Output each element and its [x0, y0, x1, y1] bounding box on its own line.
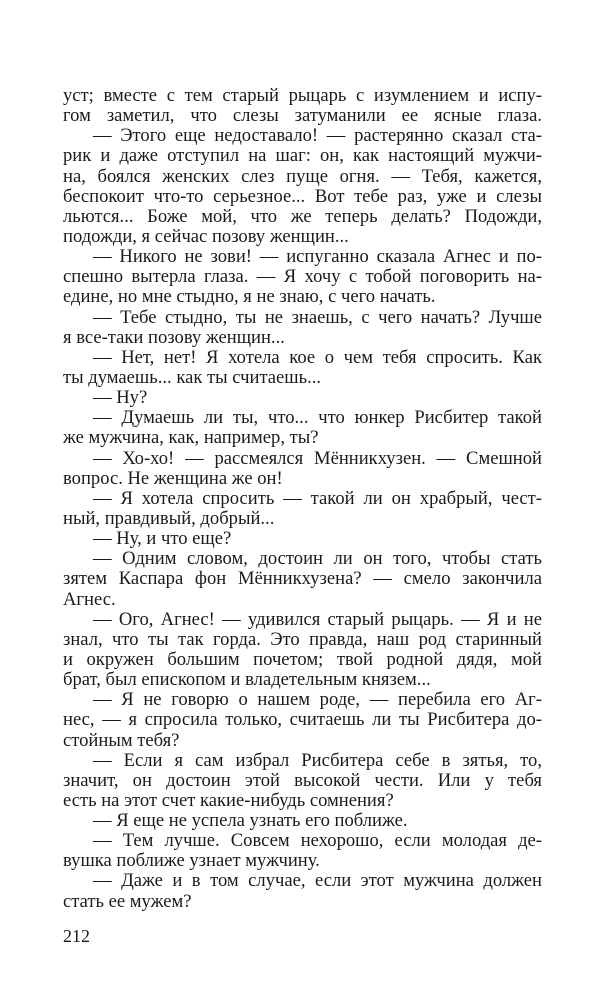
text-line: — Я хотела спросить — такой ли он храбрый, чест- — [93, 487, 542, 509]
text-line: и окружен большим почетом; твой родной дядя, мой — [63, 648, 542, 670]
text-line: ный, правдивый, добрый... — [63, 507, 275, 529]
text-line: зятем Каспара фон Мённикхузена? — смело закончила — [63, 568, 542, 590]
text-line: — Я не говорю о нашем роде, — перебила его Аг- — [93, 689, 542, 711]
text-line: — Нет, нет! Я хотела кое о чем тебя спросить. Как — [93, 346, 542, 368]
text-line: рик и даже отступил на шаг: он, как настоящий мужчи- — [63, 145, 542, 167]
text-line: спешно вытерла глаза. — Я хочу с тобой поговорить на- — [63, 266, 542, 288]
text-line: беспокоит что-то серьезное... Вот тебе раз, уже и слезы — [63, 185, 542, 207]
text-line: подожди, я сейчас позову женщин... — [63, 225, 349, 247]
text-line: — Хо-хо! — рассмеялся Мённикхузен. — Смешной — [93, 447, 542, 469]
text-line: уст; вместе с тем старый рыцарь с изумлением и испу- — [63, 85, 542, 106]
text-line: брат, был епископом и владетельным князем... — [63, 669, 431, 691]
text-line: — Тебе стыдно, ты не знаешь, с чего начать? Лучше — [93, 306, 542, 328]
text-line: же мужчина, как, например, ты? — [63, 427, 319, 449]
text-line: стать ее мужем? — [63, 890, 192, 912]
text-line: Агнес. — [63, 588, 116, 610]
text-line: я все-таки позову женщин... — [63, 326, 285, 348]
text-line: — Никого не зови! — испуганно сказала Агнес и по- — [93, 246, 542, 268]
text-line: вопрос. Не женщина же он! — [63, 467, 283, 489]
text-line: есть на этот счет какие-нибудь сомнения? — [63, 789, 394, 811]
page-number: 212 — [63, 926, 90, 946]
book-page-text — [63, 86, 542, 912]
text-line: — Тем лучше. Совсем нехорошо, если молодая де- — [93, 830, 542, 852]
text-line: — Ого, Агнес! — удивился старый рыцарь. — Я и не — [93, 608, 542, 630]
text-line: стойным тебя? — [63, 729, 180, 751]
text-line: — Если я сам избрал Рисбитера себе в зятья, то, — [93, 749, 542, 771]
text-line: ты думаешь... как ты считаешь... — [63, 366, 322, 388]
text-line: льются... Боже мой, что же теперь делать? Подожди, — [63, 205, 542, 227]
text-line: знал, что ты так горда. Это правда, наш род старинный — [63, 628, 542, 650]
text-line: едине, но мне стыдно, я не знаю, с чего начать. — [63, 286, 436, 308]
text-line: — Одним словом, достоин ли он того, чтобы стать — [93, 548, 542, 570]
text-line: на, боялся женских слез пуще огня. — Тебя, кажется, — [63, 165, 542, 187]
text-line: значит, он достоин этой высокой чести. Или у тебя — [63, 769, 542, 791]
text-line: — Ну? — [93, 387, 148, 409]
text-line: — Думаешь ли ты, что... что юнкер Рисбитер такой — [93, 407, 542, 429]
text-line: нес, — я спросила только, считаешь ли ты Рисбитера до- — [63, 709, 542, 731]
text-line: гом заметил, что слезы затуманили ее ясные глаза. — [63, 105, 542, 127]
text-line: — Даже и в том случае, если этот мужчина должен — [93, 870, 542, 892]
text-line: — Этого еще недоставало! — растерянно сказал ста- — [93, 125, 542, 147]
text-line: — Я еще не успела узнать его поближе. — [93, 810, 408, 832]
text-line: — Ну, и что еще? — [93, 528, 232, 550]
text-line: вушка поближе узнает мужчину. — [63, 850, 320, 872]
